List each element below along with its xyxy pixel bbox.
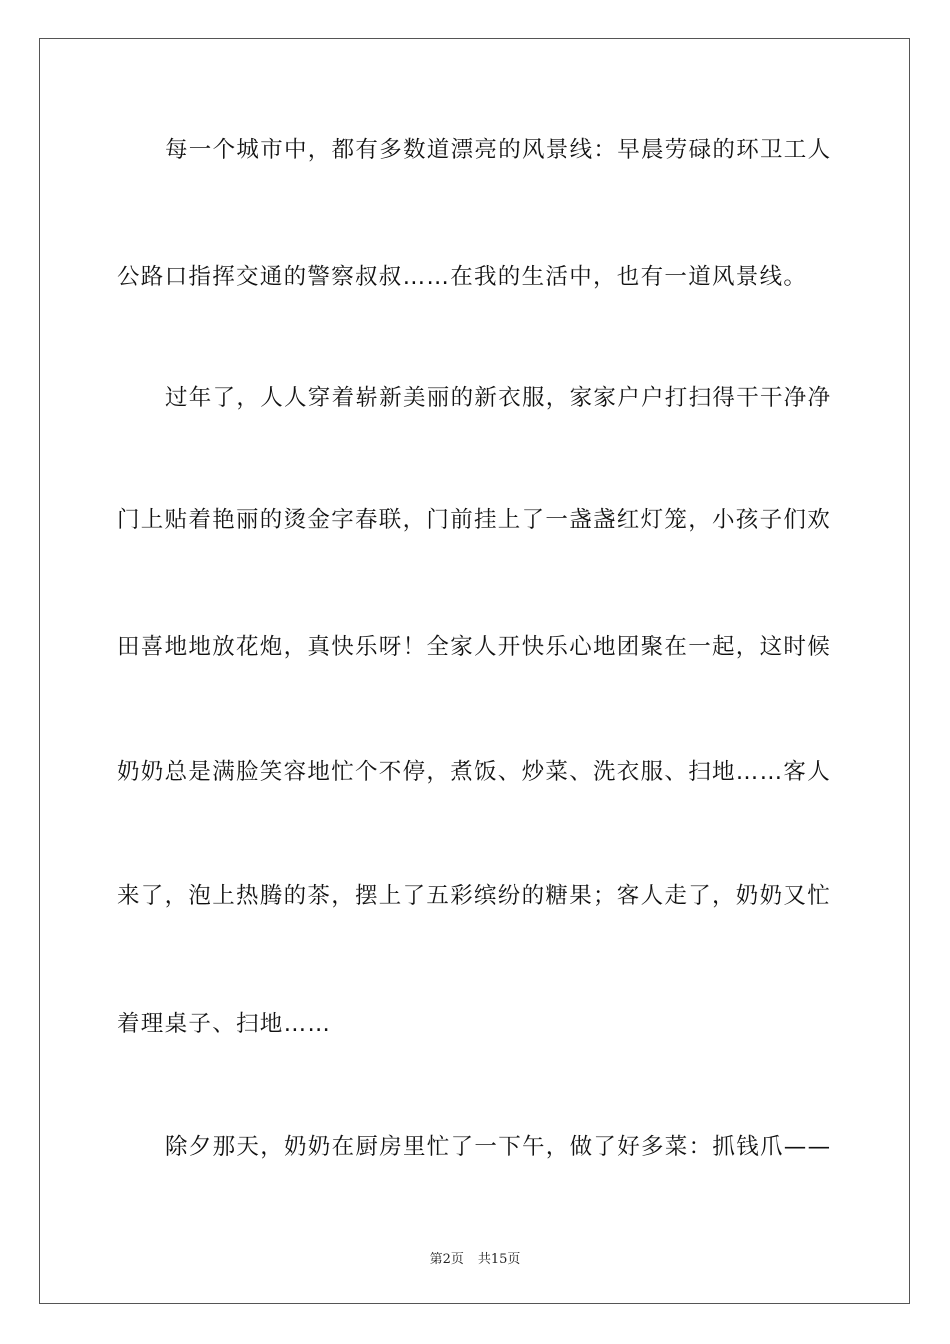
page-total: 共15页: [477, 1252, 521, 1267]
page-border: [39, 38, 910, 1304]
text-line: 公路口指挥交通的警察叔叔……在我的生活中，也有一道风景线。: [117, 264, 808, 290]
text-line: 每一个城市中，都有多数道漂亮的风景线：早晨劳碌的环卫工人: [165, 137, 832, 163]
text-line: 田喜地地放花炮，真快乐呀！全家人开快乐心地团聚在一起，这时候: [117, 634, 832, 660]
text-line: 除夕那天，奶奶在厨房里忙了一下午，做了好多菜：抓钱爪——: [165, 1134, 832, 1160]
text-line: 门上贴着艳丽的烫金字春联，门前挂上了一盏盏红灯笼，小孩子们欢: [117, 507, 832, 533]
page-footer: [0, 1248, 950, 1267]
text-line: 来了，泡上热腾的茶，摆上了五彩缤纷的糖果；客人走了，奶奶又忙: [117, 883, 832, 909]
text-line: 着理桌子、扫地……: [117, 1011, 332, 1037]
page-number: 第2页: [429, 1252, 464, 1267]
text-line: 过年了，人人穿着崭新美丽的新衣服，家家户户打扫得干干净净: [165, 385, 832, 411]
text-line: 奶奶总是满脸笑容地忙个不停，煮饭、炒菜、洗衣服、扫地……客人: [117, 759, 832, 785]
